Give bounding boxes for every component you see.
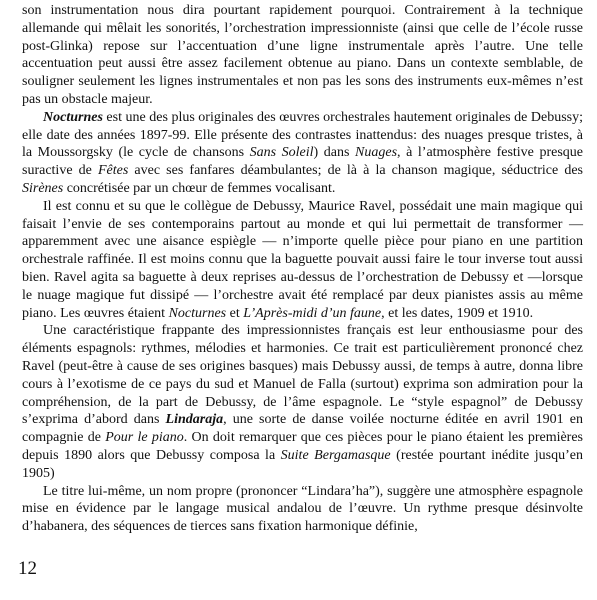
text-run: , une sorte de danse voilée nocturne éditée en avril 1901 en compagnie de [22, 412, 583, 446]
paragraph [22, 109, 583, 198]
paragraph [22, 2, 583, 109]
text-run: et [226, 305, 244, 321]
italic-title: Fêtes [97, 163, 129, 179]
italic-title: Nuages [355, 145, 398, 161]
italic-title: L’Après-midi d’un faune [243, 305, 382, 321]
text-run: (restée pourtant inédite jusqu’en 1905) [22, 447, 583, 481]
text-run: ) dans [313, 145, 356, 161]
text-run: Il est connu et su que le collègue de Debussy, Maurice Ravel, possédait une main magique qui faisait l’envie de ses contemporains partout au monde et qui lui permettait de transformer — apparemment avec une aisance espiègle — n’importe quelle pièce pour piano en une partition orchestrale raffinée. Il est moins connu que la baguette pouvait aussi faire le tour inverse tout aussi bien. Ravel agita sa baguette à deux reprises au-dessus de l’orchestration de Debussy et —lorsque le nuage magique fut dissipé — l’orchestre avait été remplacé par deux pianistes assis au même piano. Les œuvres étaient [22, 198, 583, 321]
text-run: . On doit remarquer que ces pièces pour le piano étaient les premières depuis 1890 alors que Debussy composa la [22, 430, 584, 463]
italic-title: Sirènes [22, 180, 64, 196]
text-run: son instrumentation nous dira pourtant rapidement pourquoi. Contrairement à la technique allemande qui mêlait les sonorités, l’orchestration impressionniste (ainsi que celle de l’école russe post-Glinka) repose sur l’accentuation d’une ligne instrumentale après l’autre. Une telle accentuation peut aussi être assez facilement obtenue au piano. Dans un contexte semblable, de souligner seulement les lignes instrumentales et non pas les sons des instruments eux-mêmes n’est pas un obstacle majeur. [22, 3, 583, 107]
text-run: , et les dates, 1909 et 1910. [381, 305, 534, 321]
text-run: , à l’atmosphère festive presque suractive de [22, 145, 584, 179]
bold-italic-title: Lindaraja [165, 412, 224, 428]
text-run: est une des plus originales des œuvres orchestrales hautement originales de Debussy; elle date des années 1897-99. Elle présente des contrastes inattendus: des nuages presque tristes, à la Moussorgsky (le cycle de chansons [22, 109, 583, 161]
italic-title: Suite Bergamasque [280, 447, 391, 463]
italic-title: Nocturnes [168, 305, 227, 321]
text-run: avec ses fanfares déambulantes; de là à la chanson magique, séductrice des [128, 163, 583, 179]
italic-title: Sans Soleil [249, 145, 314, 161]
text-run: concrétisée par un chœur de femmes vocalisant. [63, 180, 336, 196]
text-run: Le titre lui-même, un nom propre (prononcer “Lindara’ha”), suggère une atmosphère espagnole mise en évidence par le langage musical andalou de l’œuvre. Un rythme presque désinvolte d’habanera, des séquences de tierces sans fixation harmonique définie, [22, 483, 583, 535]
body-text [22, 2, 583, 536]
paragraph [22, 322, 583, 482]
text-run: Une caractéristique frappante des impressionnistes français est leur enthousiasme pour des éléments espagnols: rythmes, mélodies et harmonies. Ce trait est particulièrement prononcé chez Ravel (peut-être à cause de ses origines basques) mais Debussy aussi, de temps à autre, donna libre cours à l’exotisme de ce pays du sud et Manuel de Falla (surtout) exprima son admiration pour la compréhension, de la part de Debussy, de l’âme espagnole. Le “style espagnol” de Debussy s’exprima d’abord dans [22, 323, 583, 428]
page-number: 12 [18, 558, 37, 579]
paragraph [22, 483, 583, 536]
bold-italic-title: Nocturnes [43, 109, 103, 125]
italic-title: Pour le piano [105, 430, 184, 446]
paragraph [22, 198, 583, 323]
